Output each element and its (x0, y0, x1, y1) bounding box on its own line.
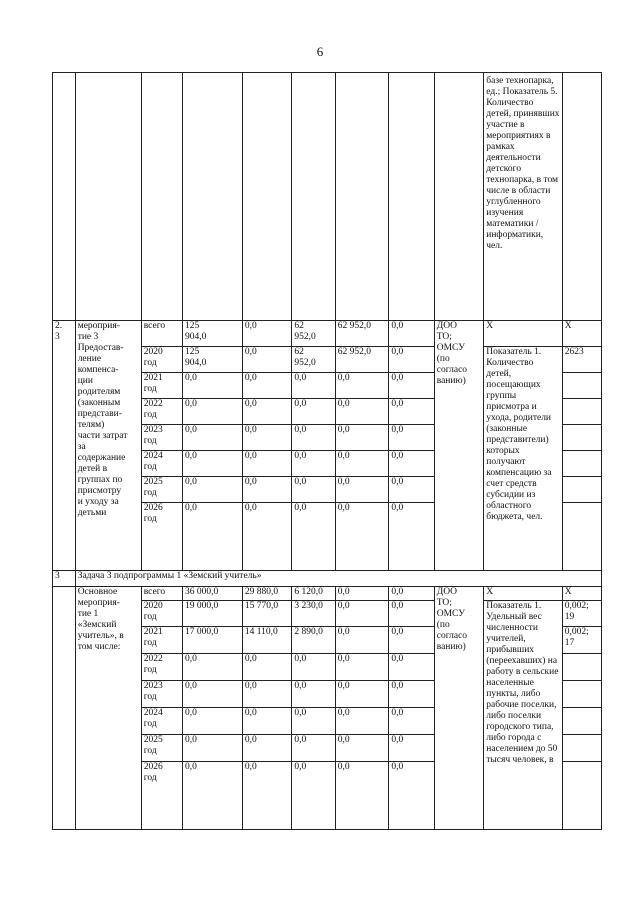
amount-total: 17 000,0 (182, 627, 242, 654)
year-cell: 2025 год (141, 477, 182, 503)
amount-federal: 0,0 (242, 373, 292, 399)
amount-other: 0,0 (389, 477, 434, 503)
year-cell: 2021 год (141, 373, 182, 399)
amount-municipal: 0,0 (335, 373, 389, 399)
value-2021: 0,002; 17 (562, 627, 601, 654)
amount-regional: 62 952,0 (292, 347, 335, 373)
year-cell: 2022 год (141, 654, 182, 681)
amount-municipal: 0,0 (335, 762, 389, 830)
amount-other: 0,0 (389, 681, 434, 708)
amount-federal: 15 770,0 (242, 601, 292, 627)
amount-total: 0,0 (182, 681, 242, 708)
amount-federal: 0,0 (242, 321, 292, 347)
amount-regional: 0,0 (292, 451, 335, 477)
amount-other: 0,0 (389, 627, 434, 654)
amount-other: 0,0 (389, 503, 434, 571)
amount-total: 0,0 (182, 399, 242, 425)
amount-federal: 14 110,0 (242, 627, 292, 654)
amount-municipal: 0,0 (335, 681, 389, 708)
amount-municipal: 0,0 (335, 708, 389, 735)
value-x: Х (562, 587, 601, 601)
amount-regional: 0,0 (292, 681, 335, 708)
amount-federal: 0,0 (242, 347, 292, 373)
amount-federal: 0,0 (242, 451, 292, 477)
amount-regional: 6 120,0 (292, 587, 335, 601)
amount-federal: 29 880,0 (242, 587, 292, 601)
year-cell: 2026 год (141, 503, 182, 571)
amount-total: 0,0 (182, 373, 242, 399)
amount-municipal: 0,0 (335, 451, 389, 477)
amount-total: 0,0 (182, 477, 242, 503)
value-2020: 0,002; 19 (562, 601, 601, 627)
amount-other: 0,0 (389, 601, 434, 627)
amount-total: 0,0 (182, 735, 242, 762)
value-x: Х (562, 321, 601, 347)
amount-total: 19 000,0 (182, 601, 242, 627)
year-cell: 2020 год (141, 347, 182, 373)
amount-total: 0,0 (182, 503, 242, 571)
amount-total: 0,0 (182, 762, 242, 830)
amount-regional: 0,0 (292, 708, 335, 735)
measure-name: Основное мероприя- тие 1 «Земский учитель», в том числе: (75, 587, 141, 830)
amount-municipal: 0,0 (335, 601, 389, 627)
value-2020: 2623 (562, 347, 601, 373)
amount-other: 0,0 (389, 425, 434, 451)
amount-regional: 0,0 (292, 477, 335, 503)
amount-municipal: 0,0 (335, 477, 389, 503)
indicator-text: базе технопарка, ед.; Показатель 5. Количество детей, принявших участие в мероприятиях в рамках деятельности детского технопарка, в том числе в области углубленного изучения математики / информатики, чел. (484, 73, 562, 321)
continuation-row (53, 73, 602, 321)
amount-regional: 0,0 (292, 503, 335, 571)
year-cell: 2025 год (141, 735, 182, 762)
amount-other: 0,0 (389, 321, 434, 347)
year-cell: 2024 год (141, 708, 182, 735)
amount-other: 0,0 (389, 587, 434, 601)
amount-municipal: 0,0 (335, 425, 389, 451)
year-cell: всего (141, 321, 182, 347)
task-number: 3 (53, 571, 76, 587)
amount-regional: 0,0 (292, 735, 335, 762)
amount-other: 0,0 (389, 735, 434, 762)
amount-other: 0,0 (389, 347, 434, 373)
amount-federal: 0,0 (242, 425, 292, 451)
measure3-row (53, 321, 602, 347)
program-table (52, 72, 602, 830)
task-row (53, 571, 602, 587)
executor: ДОО ТО; ОМСУ (по согласо ванию) (434, 587, 484, 830)
amount-municipal: 0,0 (335, 399, 389, 425)
amount-regional: 3 230,0 (292, 601, 335, 627)
amount-total: 0,0 (182, 451, 242, 477)
amount-regional: 62 952,0 (292, 321, 335, 347)
amount-regional: 0,0 (292, 399, 335, 425)
amount-total: 125 904,0 (182, 321, 242, 347)
page-number: 6 (316, 44, 324, 59)
amount-municipal: 62 952,0 (335, 347, 389, 373)
indicator-x: Х (484, 321, 562, 347)
amount-other: 0,0 (389, 762, 434, 830)
amount-regional: 0,0 (292, 762, 335, 830)
amount-regional: 2 890,0 (292, 627, 335, 654)
amount-total: 0,0 (182, 425, 242, 451)
amount-total: 0,0 (182, 654, 242, 681)
year-cell: 2023 год (141, 425, 182, 451)
amount-regional: 0,0 (292, 654, 335, 681)
amount-municipal: 0,0 (335, 654, 389, 681)
amount-federal: 0,0 (242, 399, 292, 425)
year-cell: всего (141, 587, 182, 601)
amount-federal: 0,0 (242, 708, 292, 735)
amount-federal: 0,0 (242, 762, 292, 830)
amount-other: 0,0 (389, 451, 434, 477)
amount-municipal: 62 952,0 (335, 321, 389, 347)
year-cell: 2026 год (141, 762, 182, 830)
amount-total: 0,0 (182, 708, 242, 735)
indicator-text: Показатель 1. Удельный вес численности учителей, прибывших (переехавших) на работу в сельские населенные пункты, либо рабочие поселки, либо поселки городского типа, либо города с населением до 50 тысяч человек, в (484, 601, 562, 830)
amount-federal: 0,0 (242, 735, 292, 762)
amount-municipal: 0,0 (335, 627, 389, 654)
amount-other: 0,0 (389, 373, 434, 399)
executor: ДОО ТО; ОМСУ (по согласо ванию) (434, 321, 484, 571)
amount-other: 0,0 (389, 399, 434, 425)
amount-regional: 0,0 (292, 425, 335, 451)
amount-total: 36 000,0 (182, 587, 242, 601)
amount-regional: 0,0 (292, 373, 335, 399)
indicator-x: Х (484, 587, 562, 601)
amount-municipal: 0,0 (335, 587, 389, 601)
year-cell: 2022 год (141, 399, 182, 425)
year-cell: 2020 год (141, 601, 182, 627)
indicator-text: Показатель 1. Количество детей, посещающих группы присмотра и ухода, родители (законные представители) которых получают компенсацию за счет средств субсидии из областного бюджета, чел. (484, 347, 562, 571)
year-cell: 2021 год (141, 627, 182, 654)
year-cell: 2024 год (141, 451, 182, 477)
amount-other: 0,0 (389, 708, 434, 735)
amount-federal: 0,0 (242, 503, 292, 571)
amount-federal: 0,0 (242, 654, 292, 681)
measure-name: мероприя- тие 3 Предостав- ление компенса- ции родителям (законным представи- телям) части затрат за содержание детей в группах по присмотру и уходу за детьми (75, 321, 141, 571)
amount-other: 0,0 (389, 654, 434, 681)
row-number: 2. 3 (53, 321, 76, 571)
amount-municipal: 0,0 (335, 735, 389, 762)
amount-total: 125 904,0 (182, 347, 242, 373)
amount-municipal: 0,0 (335, 503, 389, 571)
main-measure-row (53, 587, 602, 601)
amount-federal: 0,0 (242, 681, 292, 708)
task-title: Задача 3 подпрограммы 1 «Земский учитель» (75, 571, 601, 587)
amount-federal: 0,0 (242, 477, 292, 503)
year-cell: 2023 год (141, 681, 182, 708)
